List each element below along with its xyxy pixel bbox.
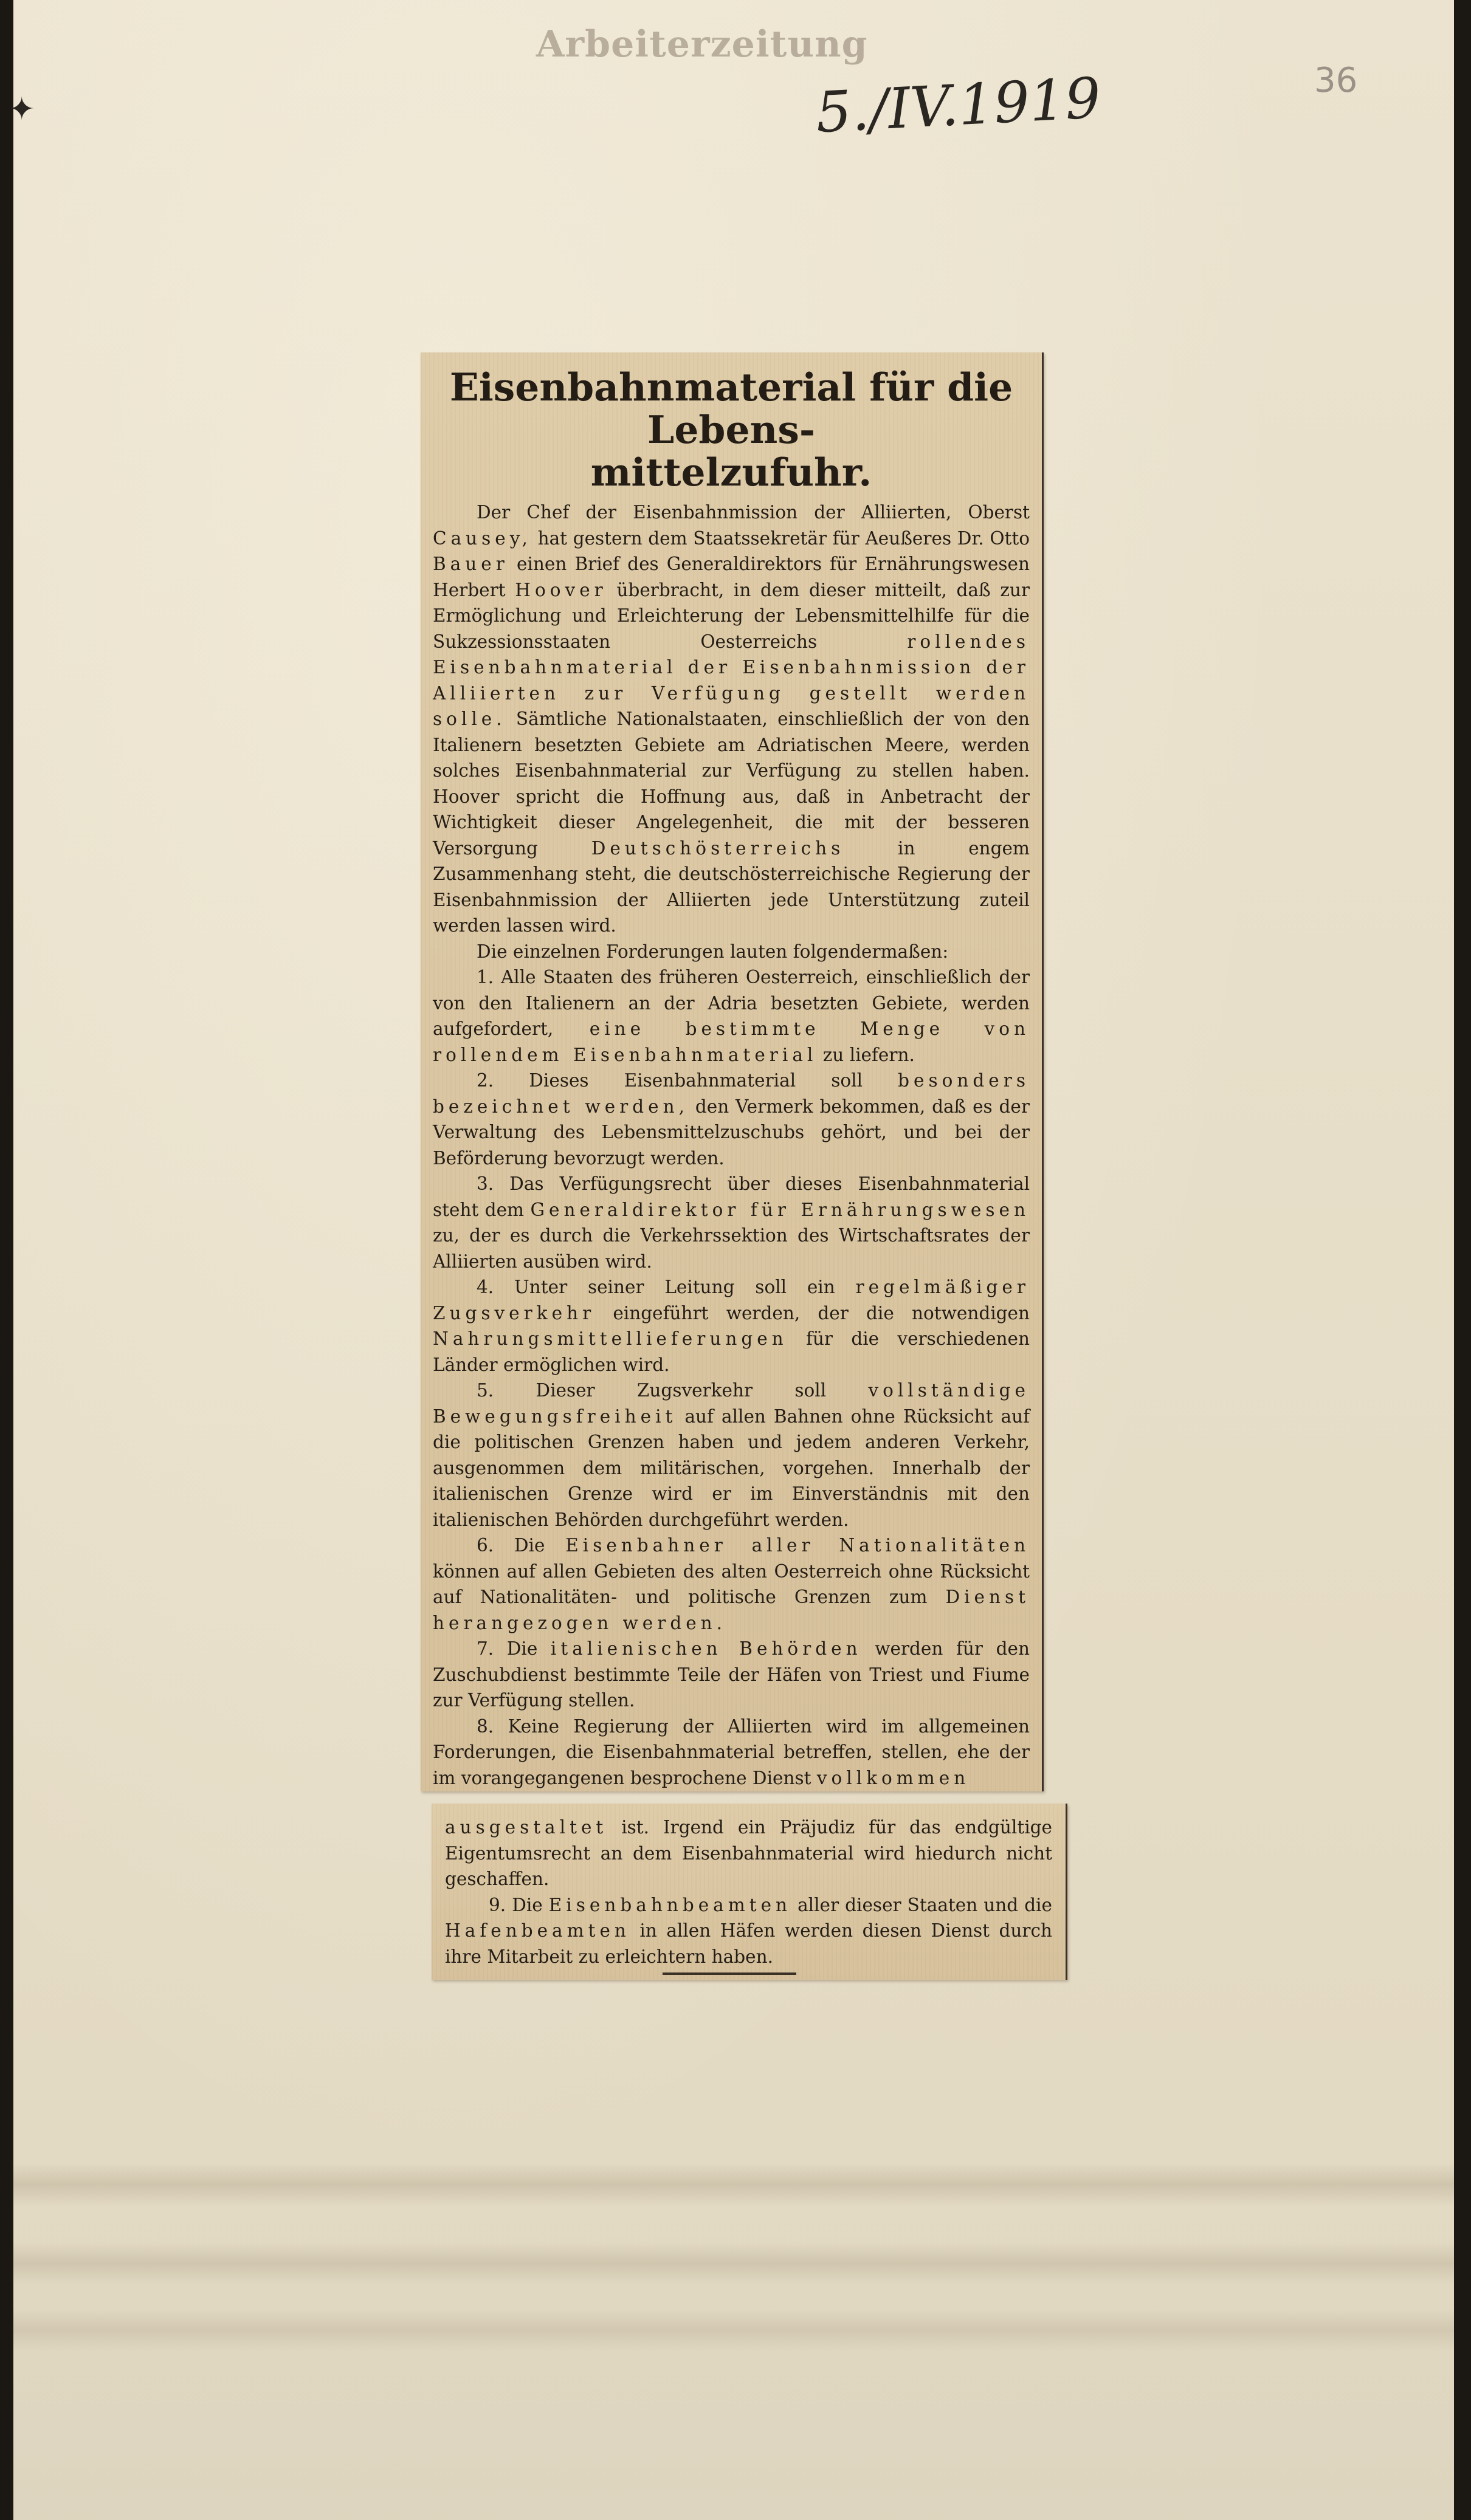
text-run: hat gestern dem Staatssekretär für Aeußeres Dr. Otto [537,527,1030,549]
spaced-text: Hoover [515,579,607,600]
article-paragraph [433,964,1030,1068]
spaced-text: italienischen Behörden [550,1638,862,1659]
spaced-text: Hafenbeamten [445,1920,630,1941]
text-run: 1. Alle Staaten des früheren Oesterreich, einschließlich der von den Italienern an der Adria besetzten Gebiete, werden aufgefordert, [433,967,1030,1039]
spaced-text: eine bestimmte Menge von rollendem Eisenbahnmaterial [433,1018,1030,1065]
pin-mark-icon: ✦ [9,91,35,128]
spaced-text: Causey, [433,527,532,549]
article-paragraph [433,500,1030,939]
article-paragraph [433,1171,1030,1274]
page-number: 36 [1314,61,1358,100]
spaced-text: regelmäßiger Zugsverkehr [433,1277,1030,1324]
headline-line: mittelzufuhr. [590,450,872,495]
article-paragraph [433,1068,1030,1171]
text-run: 2. Dieses Eisenbahnmaterial soll [477,1070,863,1091]
text-run: 7. Die [477,1638,538,1659]
text-run: zu liefern. [822,1044,915,1065]
text-run: eingeführt werden, der die notwendigen [613,1302,1030,1324]
article-paragraph [445,1814,1052,1892]
text-run: Der Chef der Eisenbahnmission der Alliierten, Oberst [477,502,1030,523]
text-run: 4. Unter seiner Leitung soll ein [477,1277,835,1297]
text-run: 9. Die [489,1894,543,1915]
spaced-text: Eisenbahnbeamten [548,1894,792,1915]
text-run: den Vermerk bekommen, daß es der Verwaltung des Lebensmittelzuschubs gehört, und bei der Beförderung bevorzugt werden. [433,1096,1030,1169]
paper-shading [13,2228,1454,2520]
text-run: in allen Häfen werden diesen Dienst durch ihre Mitarbeit zu erleichtern haben. [445,1920,1052,1967]
text-run: können auf allen Gebieten des alten Oesterreich ohne Rücksicht auf Nationalitäten- und politische Grenzen zum [433,1560,1030,1607]
spaced-text: Generaldirektor für Ernährungswesen [530,1199,1030,1220]
article-paragraph [433,1533,1030,1636]
article-paragraph [445,1892,1052,1970]
newspaper-clipping-continuation [432,1804,1067,1980]
text-run: aller dieser Staaten und die [798,1894,1052,1915]
headline-line: Eisenbahnmaterial für die Lebens- [449,365,1013,452]
spaced-text: Bauer [433,554,509,574]
spaced-text: rollendes Eisenbahnmaterial der Eisenbahnmission der Alliierten zur Verfügung gestellt werden solle. [433,631,1030,729]
spaced-text: Dienst herangezogen werden. [433,1587,1030,1633]
text-run: für die verschiedenen Länder ermöglichen wird. [433,1328,1030,1375]
newspaper-stamp: Arbeiterzeitung [536,23,868,66]
archive-sheet [9,0,1454,2520]
text-run: einen Brief des Generaldirektors für Ernährungswesen Herbert [433,554,1030,600]
spaced-text: ausgestaltet [445,1817,608,1838]
text-run: ist. Irgend ein Präjudiz für das endgültige Eigentumsrecht an dem Eisenbahnmaterial wird hiedurch nicht geschaffen. [445,1817,1052,1889]
spaced-text: Eisenbahner aller Nationalitäten [565,1535,1030,1556]
spaced-text: vollkommen [816,1767,970,1788]
article-paragraph [433,1274,1030,1378]
article-headline [433,366,1030,493]
text-run: Die einzelnen Forderungen lauten folgendermaßen: [477,941,949,962]
text-run: in engem Zusammenhang steht, die deutschösterreichische Regierung der Eisenbahnmission der Alliierten jede Unterstützung zuteil werden lassen wird. [433,837,1030,936]
spaced-text: vollständige Bewegungsfreiheit [433,1380,1030,1427]
text-run: 3. Das Verfügungsrecht über dieses Eisenbahnmaterial steht dem [433,1173,1030,1220]
text-run: überbracht, in dem dieser mitteilt, daß zur Ermöglichung und Erleichterung der Lebensmittelhilfe für die Sukzessionsstaaten Oesterreichs [433,579,1030,652]
text-run: 8. Keine Regierung der Alliierten wird im allgemeinen Forderungen, die Eisenbahnmaterial betreffen, stellen, ehe der im vorangegangenen besprochene Dienst [433,1715,1030,1788]
text-run: 6. Die [477,1535,545,1556]
spaced-text: besonders bezeichnet werden, [433,1070,1030,1117]
text-run: werden für den Zuschubdienst bestimmte Teile der Häfen von Triest und Fiume zur Verfügung stellen. [433,1638,1030,1711]
handwritten-date: 5./IV.1919 [814,65,1103,146]
text-run: Sämtliche Nationalstaaten, einschließlich der von den Italienern besetzten Gebiete am Adriatischen Meere, werden solches Eisenbahnmaterial zur Verfügung zu stellen haben. Hoover spricht die Hoffnung aus, daß in Anbetracht der Wichtigkeit dieser Angelegenheit, die mit der besseren Versorgung [433,709,1030,859]
article-paragraph [433,1714,1030,1791]
article-paragraph [433,1636,1030,1714]
text-run: zu, der es durch die Verkehrssektion des Wirtschaftsrates der Alliierten ausüben wird. [433,1225,1030,1272]
text-run: auf allen Bahnen ohne Rücksicht auf die politischen Grenzen haben und jedem anderen Verkehr, ausgenommen dem militärischen, vorgehen. Innerhalb der italienischen Grenze wird er im Einverständnis mit den italienischen Behörden durchgeführt werden. [433,1406,1030,1530]
end-rule [663,1972,796,1975]
text-run: 5. Dieser Zugsverkehr soll [477,1380,827,1401]
paper-fold [13,2163,1454,2206]
article-paragraph [433,1378,1030,1533]
newspaper-clipping-main [421,352,1044,1791]
article-paragraph [433,939,1030,965]
spaced-text: Deutschösterreichs [591,837,845,859]
spaced-text: Nahrungsmittellieferungen [433,1328,788,1349]
